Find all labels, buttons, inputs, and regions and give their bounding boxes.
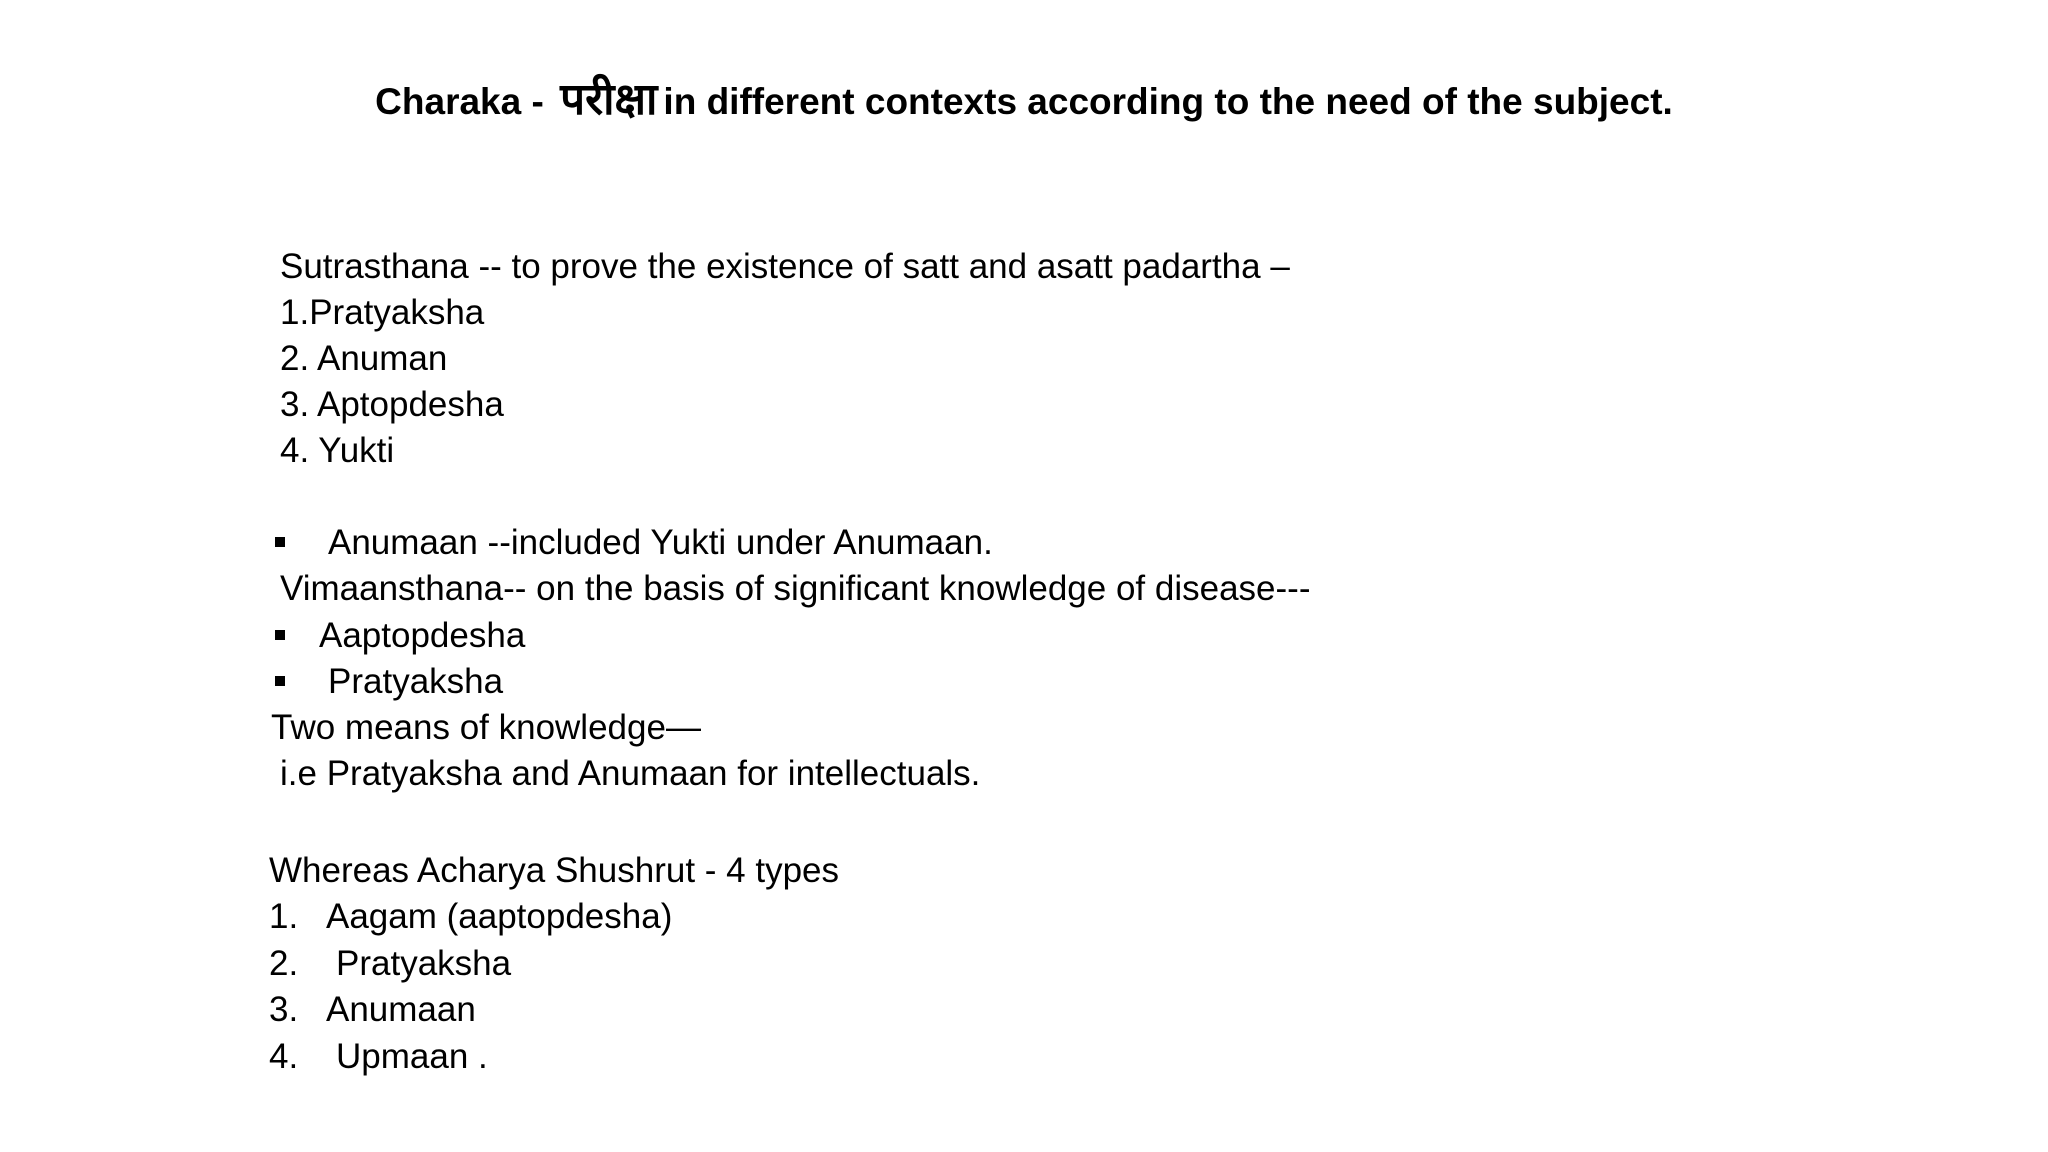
sutrasthana-item-1: 1.Pratyaksha: [280, 293, 485, 332]
bullet-icon: [275, 630, 285, 640]
shushrut-heading: Whereas Acharya Shushrut - 4 types: [269, 851, 839, 890]
shushrut-item-4: Upmaan .: [336, 1037, 488, 1076]
shushrut-item-4-number: 4.: [269, 1037, 299, 1076]
sutrasthana-item-2: 2. Anuman: [280, 339, 448, 378]
shushrut-item-3: Anumaan: [326, 990, 476, 1029]
sutrasthana-item-4: 4. Yukti: [280, 431, 395, 470]
sutrasthana-heading: Sutrasthana -- to prove the existence of satt and asatt padartha –: [280, 247, 1290, 286]
bullet-icon: [275, 537, 285, 547]
vimaansthana-item-1: Aaptopdesha: [319, 616, 526, 655]
slide-title: [0, 74, 2048, 128]
title-suffix: in different contexts according to the need of the subject.: [663, 81, 1673, 122]
shushrut-item-3-number: 3.: [269, 990, 299, 1029]
title-devanagari: परीक्षा: [560, 75, 658, 124]
two-means-line-2: i.e Pratyaksha and Anumaan for intellectuals.: [280, 754, 981, 793]
title-prefix: Charaka -: [375, 81, 555, 122]
anumaan-note: Anumaan --included Yukti under Anumaan.: [328, 523, 993, 562]
bullet-icon: [275, 676, 285, 686]
two-means-line-1: Two means of knowledge—: [271, 708, 701, 747]
shushrut-item-2-number: 2.: [269, 944, 299, 983]
sutrasthana-item-3: 3. Aptopdesha: [280, 385, 504, 424]
shushrut-item-1: Aagam (aaptopdesha): [326, 897, 673, 936]
shushrut-item-1-number: 1.: [269, 897, 299, 936]
shushrut-item-2: Pratyaksha: [336, 944, 512, 983]
vimaansthana-item-2: Pratyaksha: [328, 662, 504, 701]
vimaansthana-heading: Vimaansthana-- on the basis of significant knowledge of disease---: [280, 569, 1311, 608]
